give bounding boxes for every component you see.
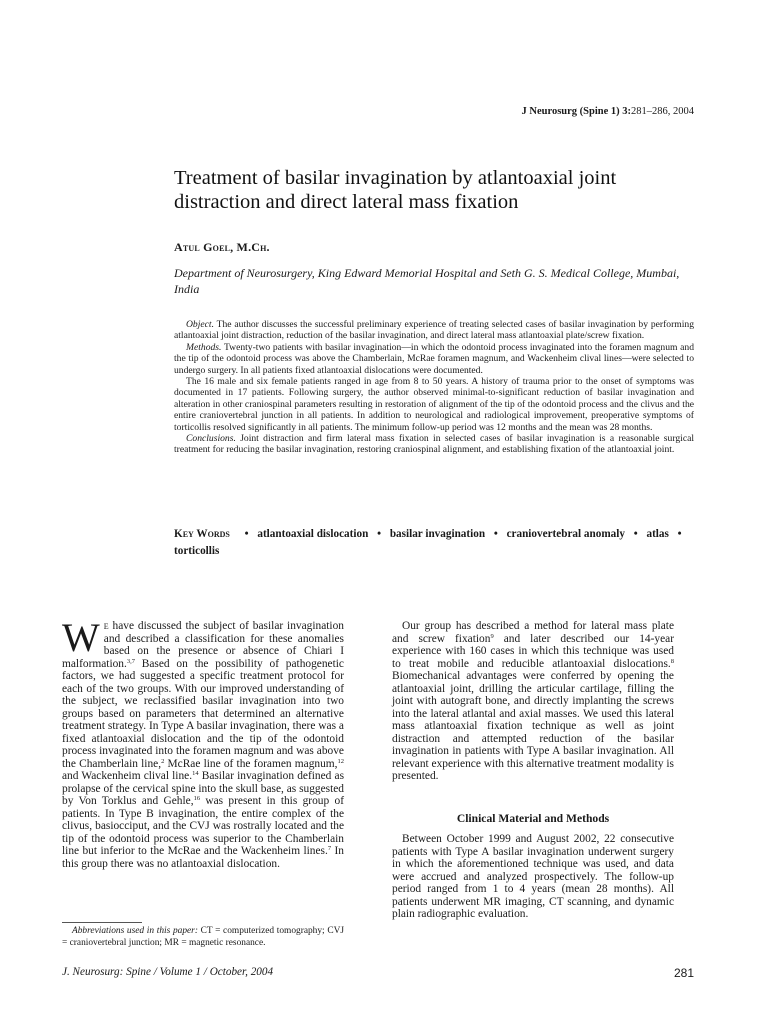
- journal-pages: 281–286, 2004: [631, 106, 694, 117]
- text-run: In this group there was no atlantoaxial dislocation.: [62, 845, 344, 870]
- keyword-item: craniovertebral anomaly: [506, 528, 625, 540]
- page-number: 281: [673, 966, 694, 980]
- body-column-left: [62, 615, 344, 870]
- keyword-separator: •: [677, 528, 682, 540]
- drop-cap-continuation: e: [103, 620, 109, 632]
- abstract-conclusions-text: Joint distraction and firm lateral mass fixation in selected cases of basilar invagination is a reasonable surgical treatment for reducing the basilar invagination, restoring craniospinal alignment, and establishing fixation of the atlantoaxial joint.: [174, 433, 694, 456]
- keyword-separator: •: [493, 528, 498, 540]
- text-run: have discussed the subject of basilar invagination and described a classification for these anomalies based on the presence or absence of Chiari I malformation.: [62, 620, 344, 670]
- citation-ref: 2: [161, 757, 165, 765]
- author-name: Atul Goel, M.Ch.: [174, 240, 270, 254]
- keyword-separator: •: [244, 528, 249, 540]
- clinical-material-paragraph: Between October 1999 and August 2002, 22 consecutive patients with Type A basilar invagination underwent surgery in which the aforementioned technique was used, and data were accrued and analyzed prospectively. The follow-up period ranged from 1 to 4 years (mean 28 months). All patients underwent MR imaging, CT scanning, and dynamic plain radiographic evaluation.: [392, 833, 674, 920]
- body-column-right: [392, 620, 674, 921]
- abstract-methods-text: Twenty-two patients with basilar invagination—in which the odontoid process invaginated into the foramen magnum and the tip of the odontoid process was above the Chamberlain, McRae foramen magnum, and Wackenheim clival lines—were selected to undergo surgery. In all patients fixed atlantoaxial dislocations were documented.: [174, 341, 694, 376]
- intro-paragraph: [62, 615, 344, 870]
- abstract-conclusions: [174, 433, 694, 456]
- keywords: [174, 526, 694, 560]
- citation-ref: 14: [192, 770, 199, 777]
- article-title: Treatment of basilar invagination by atlantoaxial joint distraction and direct lateral mass fixation: [174, 167, 617, 213]
- abbreviations-text: [62, 925, 344, 949]
- text-run: Basilar invagination defined as prolapse of the cervical spine into the skull base, as suggested by Von Torklus and Gehle,: [62, 770, 344, 807]
- text-run: McRae line of the foramen magnum,: [164, 757, 338, 770]
- citation-ref: 8: [670, 657, 674, 665]
- abstract-conclusions-label: Conclusions.: [186, 433, 236, 445]
- keywords-label: Key Words: [174, 528, 230, 540]
- text-run: was present in this group of patients. In Type B invagination, the entire complex of the clivus, basiocciput, and the CVJ was rostrally located and the tip of the odontoid process was superior to the Chamberlain line but inferior to the McRae and the Wackenheim lines.: [62, 795, 344, 857]
- abbreviations-list: CT = computerized tomography; CVJ = craniovertebral junction; MR = magnetic resonance.: [62, 926, 345, 948]
- text-run: Based on the possibility of pathogenetic factors, we had suggested a specific treatment protocol for each of the two groups. With our improved understanding of the subject, we reclassified basilar invagination into two groups based on parameters that determined an alternative treatment strategy. In Type A basilar invagination, there was a fixed atlantoaxial dislocation and the tip of the odontoid process invaginated into the foramen magnum and was above the Chamberlain line,: [62, 657, 344, 770]
- citation-ref: 16: [193, 795, 201, 802]
- keyword-item: torticollis: [174, 545, 220, 557]
- abstract-object-text: The author discusses the successful preliminary experience of treating selected cases of basilar invagination by performing atlantoaxial joint distraction, reduction of the basilar invagination, and direct lateral mass atlantoaxial plate/screw fixation.: [174, 319, 694, 342]
- abstract-object: [174, 319, 694, 342]
- text-run: and later described our 14-year experience with 160 cases in which this technique was used to treat mobile and reducible atlantoaxial dislocations.: [392, 632, 675, 670]
- methods-intro-paragraph: [392, 620, 674, 783]
- text-run: and Wackenheim clival line.: [62, 770, 193, 782]
- keyword-item: atlantoaxial dislocation: [257, 528, 369, 540]
- abstract-results: The 16 male and six female patients ranged in age from 8 to 50 years. A history of trauma prior to the onset of symptoms was documented in 17 patients. Following surgery, the author observed minimal-to-significant reduction of basilar invagination and alteration in other craniospinal parameters resulting in restoration of alignment of the tip of the odontoid process and the clivus and the entire craniovertebral junction in all patients. In addition to neurological and radiological improvement, preoperative symptoms of torticollis resolved significantly in all patients. The minimum follow-up period was 12 months and the mean was 28 months.: [174, 376, 694, 433]
- keyword-separator: •: [377, 528, 382, 540]
- abbreviations-footnote: [62, 922, 344, 949]
- citation-ref: 12: [337, 757, 344, 765]
- journal-name: J Neurosurg (Spine 1) 3:: [521, 106, 631, 117]
- abstract-object-label: Object.: [186, 319, 214, 330]
- section-heading: Clinical Material and Methods: [456, 811, 610, 825]
- abstract: [174, 319, 694, 456]
- citation-ref: 7: [327, 845, 332, 852]
- abbreviations-label: Abbreviations used in this paper:: [72, 926, 198, 936]
- keyword-separator: •: [633, 528, 638, 540]
- text-run: Our group has described a method for lateral mass plate and screw fixation: [392, 620, 674, 645]
- author-affiliation: Department of Neurosurgery, King Edward Memorial Hospital and Seth G. S. Medical College, Mumbai, India: [174, 266, 680, 296]
- abstract-methods: [174, 342, 694, 376]
- abstract-methods-label: Methods.: [186, 341, 222, 353]
- journal-reference: [522, 106, 694, 117]
- keyword-item: atlas: [646, 528, 669, 540]
- footer-citation: J. Neurosurg: Spine / Volume 1 / October, 2004: [62, 966, 274, 978]
- citation-ref: 9: [490, 632, 494, 640]
- drop-cap: W: [62, 615, 100, 660]
- citation-ref: 3,7: [126, 657, 135, 665]
- text-run: Biomechanical advantages were conferred by opening the atlantoaxial joint, drilling the articular cartilage, filling the joint with autograft bone, and directly implanting the screws into the lateral atlantal and axial masses. We used this lateral mass atlantoaxial fixation technique as well as joint distraction and attempted reduction of the basilar invagination in patients with Type A basilar invagination. All relevant experience with this alternative treatment modality is presented.: [392, 670, 674, 782]
- keyword-item: basilar invagination: [389, 528, 486, 540]
